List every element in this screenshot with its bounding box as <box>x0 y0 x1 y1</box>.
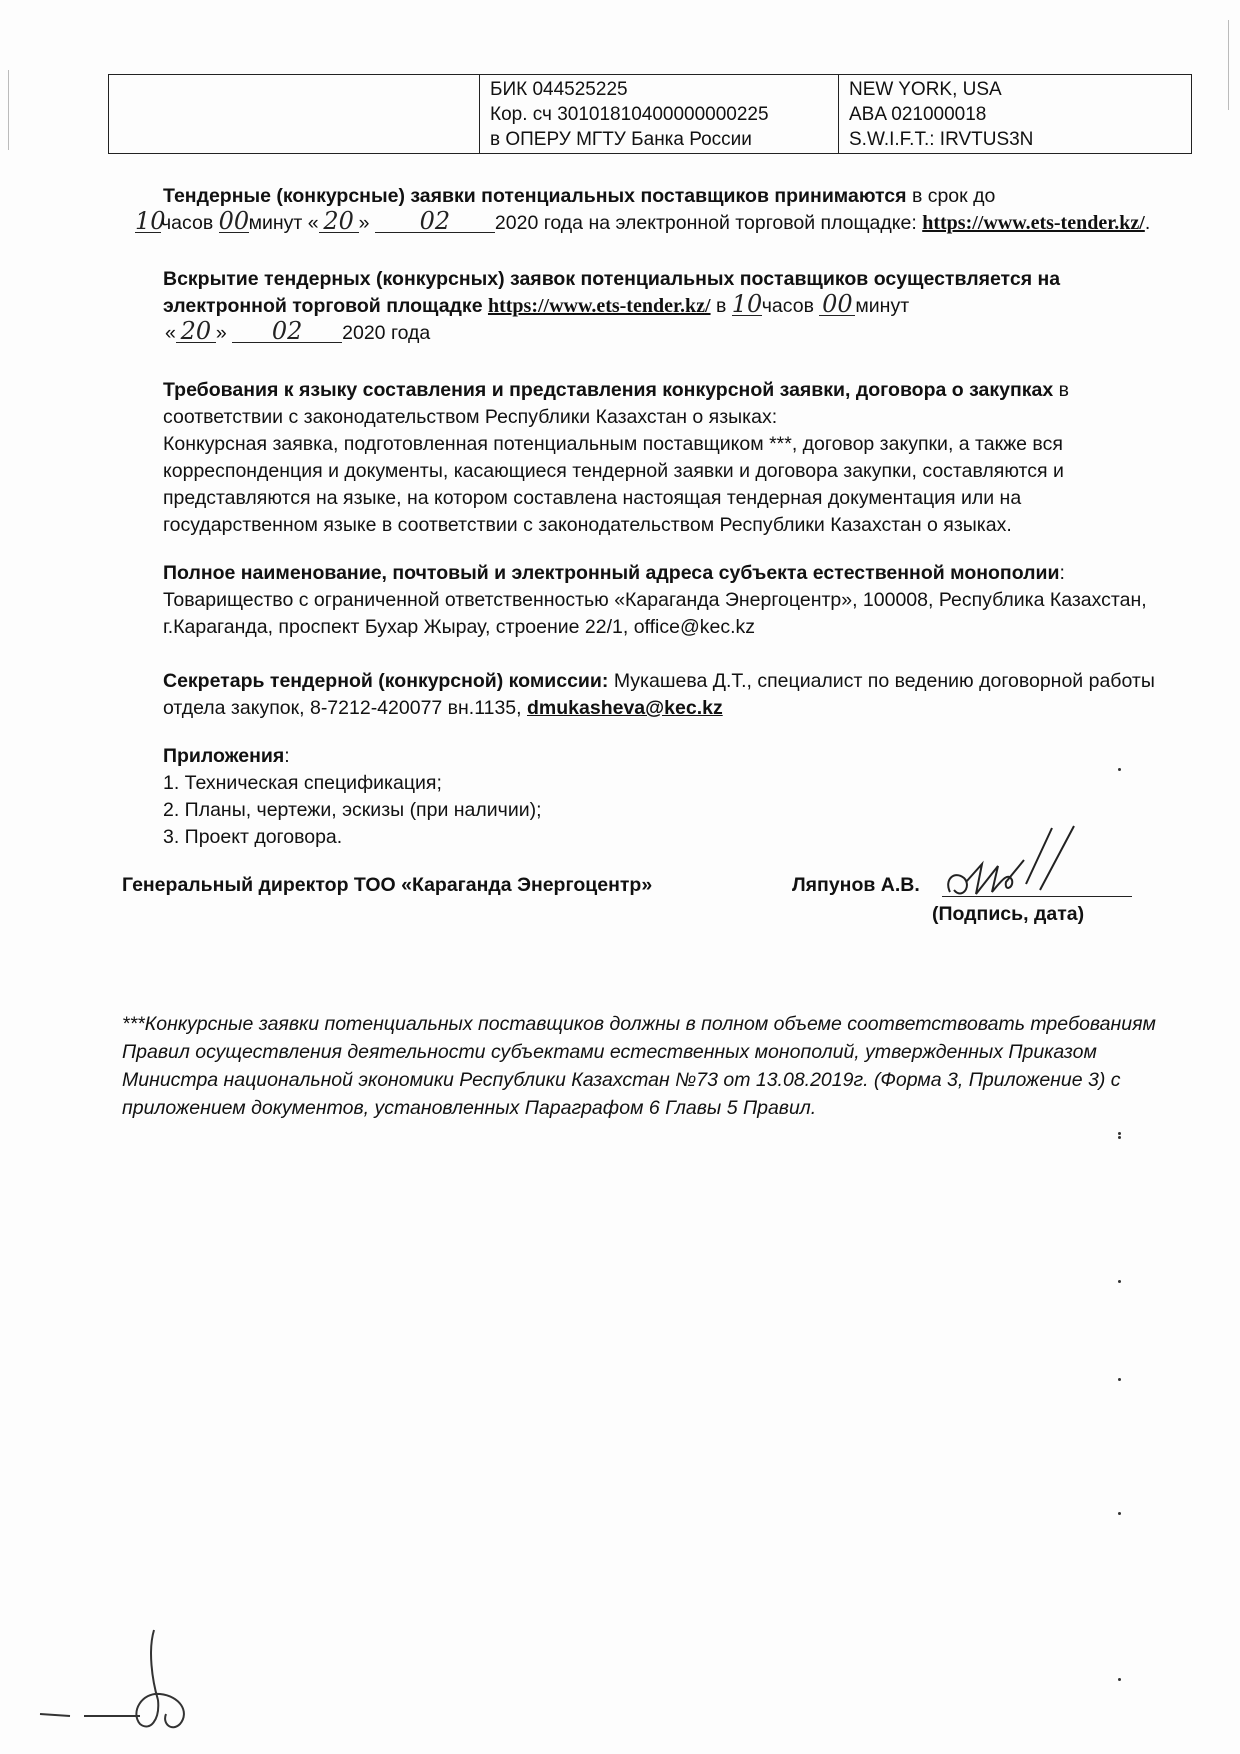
attachment-item: 3. Проект договора. <box>163 826 343 848</box>
director-name: Ляпунов А.В. <box>792 874 920 896</box>
deadline-platform-link[interactable]: https://www.ets-tender.kz/ <box>922 212 1145 234</box>
bank-aba: ABA 021000018 <box>849 104 987 125</box>
bank-table-usa-cell <box>839 75 1192 154</box>
handwritten-signature-icon <box>942 820 1092 906</box>
deadline-month-handwritten: 02 <box>375 210 495 233</box>
address-paragraph: Товарищество с ограниченной ответственностью «Караганда Энергоцентр», 100008, Республика Казахстан, г.Караганда, проспект Бухар Жырау, строение 22/1, office@kec.kz <box>163 589 1147 638</box>
opening-platform-link[interactable]: https://www.ets-tender.kz/ <box>487 295 711 317</box>
attachments-colon: : <box>284 745 290 767</box>
deadline-text-3: минут « <box>248 212 319 234</box>
bank-city: NEW YORK, USA <box>849 79 1002 100</box>
bank-details-table <box>108 74 1192 154</box>
deadline-paragraph <box>135 183 1180 237</box>
scan-speck <box>1118 1280 1121 1283</box>
scan-speck <box>1118 1678 1121 1681</box>
opening-text-5: » <box>215 322 227 344</box>
address-colon: : <box>1059 562 1065 584</box>
opening-text-4: « <box>165 322 176 344</box>
scan-speck <box>1118 1378 1121 1381</box>
scan-edge-mark <box>1228 20 1229 110</box>
deadline-text-1: в срок до <box>911 185 996 207</box>
secretary-email-link[interactable]: dmukasheva@kec.kz <box>527 697 723 719</box>
scan-speck <box>1118 1136 1121 1139</box>
scan-speck <box>1118 1132 1121 1135</box>
language-tail: в соответствии с законодательством Республики Казахстан о языках: <box>163 379 1069 428</box>
signature-block <box>122 872 1180 929</box>
opening-month-handwritten: 02 <box>232 320 342 343</box>
deadline-hour-handwritten: 10 <box>135 207 166 235</box>
secretary-bold-lead: Секретарь тендерной (конкурсной) комиссии: <box>163 670 609 692</box>
language-paragraph: Конкурсная заявка, подготовленная потенциальным поставщиком ***, договор закупки, а также вся корреспонденция и документы, касающиеся тендерной заявки и договора закупки, составляются и представляются на языке, на котором составлена настоящая тендерная документация или на государственном языке в соответствии с законодательством Республики Казахстан о языках. <box>163 433 1064 536</box>
bank-name: в ОПЕРУ МГТУ Банка России <box>490 129 752 150</box>
scan-edge-mark <box>8 70 9 150</box>
opening-bold-lead: Вскрытие тендерных (конкурсных) заявок потенциальных поставщиков осуществляется на электронной торговой площадке <box>163 268 1061 317</box>
opening-text-1: в <box>715 295 727 317</box>
opening-paragraph <box>135 266 1180 347</box>
opening-text-6: 2020 года <box>342 322 431 344</box>
language-requirements <box>135 377 1180 539</box>
opening-hour-handwritten: 10 <box>731 290 763 318</box>
deadline-text-2: часов <box>161 212 214 234</box>
bank-swift: S.W.I.F.T.: IRVTUS3N <box>849 129 1034 150</box>
attachment-item: 1. Техническая спецификация; <box>163 772 442 794</box>
deadline-text-6: . <box>1144 212 1151 234</box>
scan-speck <box>1118 1512 1121 1515</box>
bank-table-empty-cell <box>109 75 480 154</box>
director-position: Генеральный директор ТОО «Караганда Энергоцентр» <box>122 874 653 896</box>
bank-table-russia-cell <box>480 75 839 154</box>
handwritten-initial-icon <box>30 1620 210 1740</box>
address-block <box>135 560 1180 641</box>
secretary-block <box>135 668 1180 722</box>
opening-day-handwritten: 20 <box>176 320 216 343</box>
signature-caption: (Подпись, дата) <box>932 903 1085 925</box>
deadline-text-5: 2020 года на электронной торговой площадке: <box>494 212 917 234</box>
bank-corr-account: Кор. сч 30101810400000000225 <box>490 104 769 125</box>
deadline-text-4: » <box>358 212 370 234</box>
deadline-day-handwritten: 20 <box>319 210 359 233</box>
opening-text-3: минут <box>855 295 910 317</box>
attachment-item: 2. Планы, чертежи, эскизы (при наличии); <box>163 799 542 821</box>
bank-bik: БИК 044525225 <box>490 79 628 100</box>
opening-text-2: часов <box>761 295 814 317</box>
address-bold-lead: Полное наименование, почтовый и электронный адреса субъекта естественной монополии <box>163 562 1060 584</box>
scan-speck <box>1118 768 1121 771</box>
deadline-bold-lead: Тендерные (конкурсные) заявки потенциальных поставщиков принимаются <box>163 185 907 207</box>
deadline-minute-handwritten: 00 <box>218 207 250 235</box>
secretary-text: Мукашева Д.Т., специалист по ведению договорной работы отдела закупок, 8-7212-420077 вн.1135, <box>163 670 1155 719</box>
opening-minute-handwritten: 00 <box>819 293 855 316</box>
language-bold-lead: Требования к языку составления и представления конкурсной заявки, договора о закупках <box>163 379 1054 401</box>
footnote: ***Конкурсные заявки потенциальных поставщиков должны в полном объеме соответствовать требованиям Правил осуществления деятельности субъектами естественных монополий, утвержденных Приказом Министра национальной экономики Республики Казахстан №73 от 13.08.2019г. (Форма 3, Приложение 3) с приложением документов, установленных Параграфом 6 Главы 5 Правил. <box>122 1013 1156 1119</box>
attachments-title: Приложения <box>163 745 285 767</box>
